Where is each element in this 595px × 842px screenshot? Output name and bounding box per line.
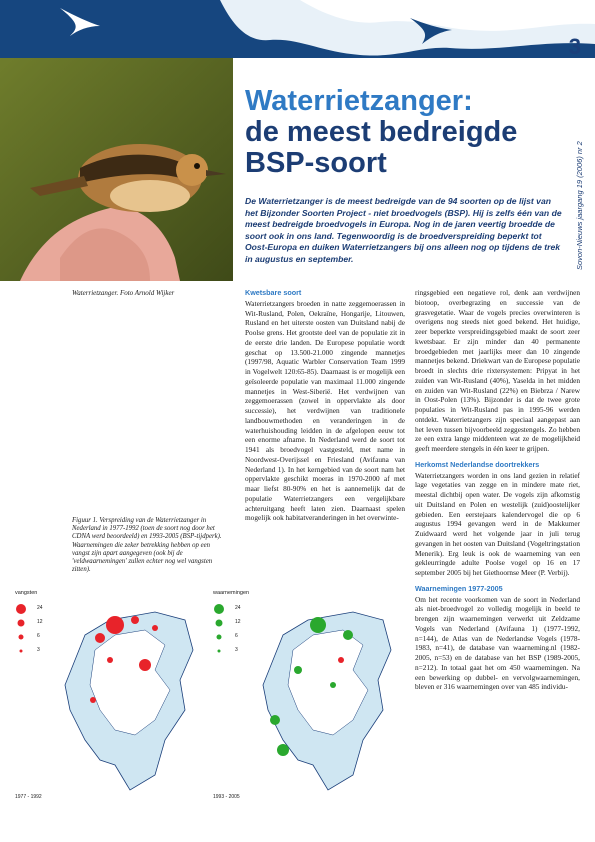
header-banner — [0, 0, 595, 58]
legend-dot — [18, 620, 25, 627]
intro-paragraph: De Waterrietzanger is de meest bedreigde van de 94 soorten op de lijst van het Bijzonder Soorten Project - niet broedvogels (BSP). Hij is zelfs één van de meest bedreigde broedvogels in Europa. Nog in de jaren veertig broedde de soort ook in ons land. Tegenwoordig is de broedverspreiding beperkt tot Oost-Europa en duiken Waterrietzangers bij ons alleen nog op tijdens de trek in augustus en september. — [245, 196, 562, 264]
journal-side-caption: Sovon-Nieuws jaargang 19 (2006) nr 2 — [575, 141, 584, 270]
text-column-1 — [245, 288, 405, 529]
page-number: 3 — [568, 34, 581, 59]
legend-dot — [216, 620, 223, 627]
section-text: ringsgebied een negatieve rol, denk aan verdwijnen biotoop, overbegrazing en successie van de grasvegetatie. Waar de vogels precies overwinteren is overigens nog steeds niet goed bekend. Het huidige, zeer beperkte verspreidingsgebied maakt de soort zeer kwetsbaar. Er zijn minder dan 40 permanente broedgebieden met jaarlijks meer dan 10 zingende mannetjes bekend. Driekwart van de Europese populatie broedt in slechts drie rixtersystemen: Pripyat in het zuiden van Wit-Rusland (40%), Yaselda in het midden en zuiden van Wit-Rusland (22%) en Biebrza / Narew in Oost-Polen (13%). Bijzonder is dat de twee grote populaties in Wit-Rusland pas in 1995-96 werden ontdekt. Waterrietzangers zijn speciaal aangepast aan het leven tussen bijvoorbeeld zeggestengels. Zo hebben ze een extra lange middenteen wat ze de mogelijkheid geeft meerdere stengels in één keer te grijpen. — [415, 288, 580, 453]
map-legend: 24 12 6 3 — [213, 602, 253, 658]
section-text: Waterrietzangers worden in ons land gezien in relatief lage vegetaties van zegge en in mindere mate riet, meestal dichtbij open water. De vogels zijn afkomstig uit Duitsland en Polen en westelijk (zuid)oostelijker gebieden. Een eerstejaars kalendervogel die op 6 augustus 1994 gevangen werd in de Makkumer Zuidwaard werd het volgende jaar in juli terug gevangen in het oosten van Duitsland (Vogeltringstation Menerik). Erg leuk is ook de waarneming van een gekleurringde adulte Poolse vogel op 16 en 17 september 2005 bij het Giethoornse Meer (P. Verbij). — [415, 470, 580, 577]
title-line-2: de meest bedreigde — [245, 116, 518, 148]
section-heading: Waarnemingen 1977-2005 — [415, 583, 503, 593]
legend-dot — [214, 604, 224, 614]
legend-dot — [217, 635, 222, 640]
map-period: 1977 - 1992 — [15, 794, 42, 800]
legend-dot — [20, 650, 23, 653]
section-text: Om het recente voorkomen van de soort in Nederland als niet-broedvogel zo volledig mogelijk in beeld te brengen zijn waarnemingen verwerkt uit Zeldzame Vogels van Nederland (Avifauna 1) (1977-1992, n=144), de Atlas van de Nederlandse Vogels (1978-1983, n=41), de database van waarneming.nl (1982-2005, n=53) en de database van het BSP (1989-2005, n=212). In totaal gaat het om 450 waarnemingen. Na een bewerking op dubbel- en vervolgwaarnemingen, bleven er 316 waarnemingen over van 485 individu- — [415, 594, 580, 692]
figure-caption: Figuur 1. Verspreiding van de Waterrietzanger in Nederland in 1977-1992 (toen de soort nog door het CDNA werd beoordeeld) en 1993-2005 (BSP-tijdperk). Waarnemingen die zeker betrekking hebben op een vangst zijn apart aangegeven (ook bij de 'veldwaarnemingen' zullen echter nog wel vangsten zitten). — [72, 517, 222, 574]
text-column-2 — [415, 288, 580, 698]
legend-dot — [19, 635, 24, 640]
map-legend: 24 12 6 3 — [15, 602, 55, 658]
map-catches — [15, 590, 200, 800]
map-title: waarnemingen — [213, 590, 250, 596]
section-text: Waterrietzangers broeden in natte zeggemoerassen in Wit-Rusland, Polen, Oekraïne, Hongarije, Litouwen, Rusland en het uiterste oosten van Duitsland nabij de Poolse grens. Het grootste deel van de populatie zit in de eerste drie landen. De Europese populatie wordt geschat op 13.500-21.000 zingende mannetjes (1997/98, Aquatic Warbler Conservation Team 1999 in Vogelwelt 120:65-85). Daarnaast is er mogelijk een geïsoleerde populatie van maximaal 11.000 zingende mannetjes in West-Siberië. Het verdwijnen van zeggemoerassen (zowel in oppervlakte als door successie), het verdwijnen van traditionele landbouwmethoden en veranderingen in de waterhuishouding leidden in de afgelopen eeuw tot een enorme afname. In Nederland werd de soort tot 1941 als broedvogel vastgesteld, met name in Noordwest-Overijssel en Friesland (Avifauna van Nederland 1). In het kerngebied van de soort nam het oppervlakte geschikt moeras in 1970-2000 af met maar liefst 80-90% en het is aannemelijk dat de populatie Waterrietzangers een vergelijkbare achteruitgang heeft laten zien. Daarnaast spelen mogelijk ook habitatveranderingen in het overwinte- — [245, 298, 405, 523]
title-line-1: Waterrietzanger: — [245, 85, 473, 117]
page-title — [245, 86, 565, 179]
photo-caption: Waterrietzanger. Foto Arnold Wijker — [72, 289, 175, 297]
map-observations — [213, 590, 398, 800]
section-heading: Herkomst Nederlandse doortrekkers — [415, 459, 540, 469]
bird-photo — [0, 58, 233, 281]
map-period: 1993 - 2005 — [213, 794, 240, 800]
legend-dot — [16, 604, 26, 614]
section-heading: Kwetsbare soort — [245, 288, 302, 297]
legend-dot — [218, 650, 221, 653]
title-line-3: BSP-soort — [245, 147, 387, 179]
map-title: vangsten — [15, 590, 38, 596]
